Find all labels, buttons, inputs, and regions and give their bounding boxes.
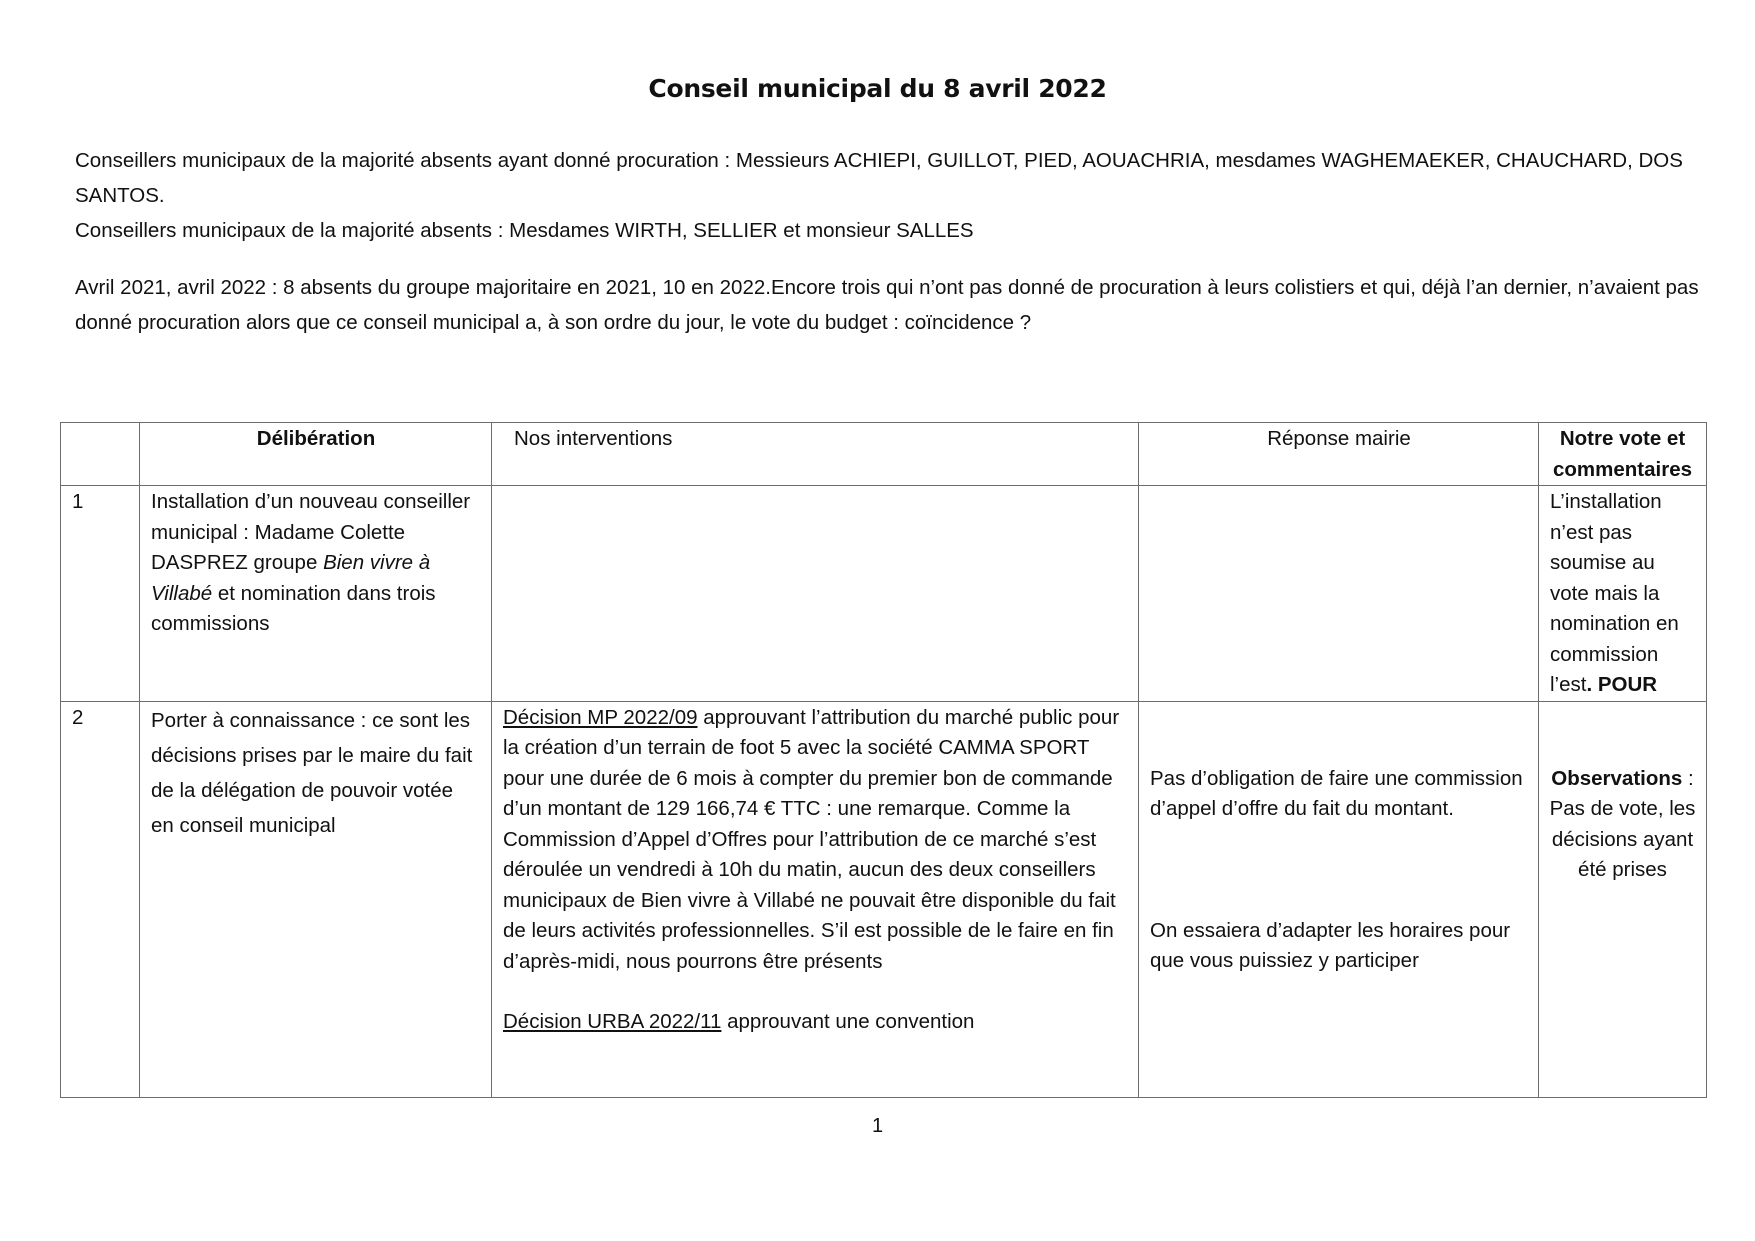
reponse-answer-2: On essaiera d’adapter les horaires pour que vous puissiez y participer [1150, 918, 1511, 972]
header-deliberation: Délibération [140, 423, 492, 486]
decision-mp-text: approuvant l’attribution du marché public pour la création d’un terrain de foot 5 avec la société CAMMA SPORT pour une durée de 6 mois à compter du premier bon de commande d’un montant de 129 166,74 € TTC : une remarque. Comme la Commission d’Appel d’Offres pour l’attribution de ce marché s’est déroulée un vendredi à 10h du matin, aucun des deux conseillers municipaux de Bien vivre à Villabé ne pouvait être disponible du fait de leurs activités professionnelles. S’il est possible de le faire en fin d’après-midi, nous pourrons être présents [503, 705, 1120, 973]
decision-urba-block [503, 1007, 1128, 1038]
decision-urba-reference: Décision URBA 2022/11 [503, 1010, 722, 1033]
absent-with-proxy-text: Conseillers municipaux de la majorité absents ayant donné procuration : Messieurs ACHIEPI, GUILLOT, PIED, AOUACHRIA, mesdames WAGHEMAEKER, CHAUCHARD, DOS SANTOS. [75, 149, 1683, 207]
table-row [61, 701, 1707, 1097]
reponse-cell [1139, 701, 1539, 1097]
absent-councillors-paragraph [75, 143, 1715, 248]
page-number: 1 [871, 1115, 884, 1137]
observations-text: : Pas de vote, les décisions ayant été prises [1549, 766, 1696, 881]
header-interventions: Nos interventions [492, 423, 1139, 486]
header-num [61, 423, 140, 486]
table-row [61, 486, 1707, 702]
row-number: 2 [61, 701, 140, 1097]
row-number: 1 [61, 486, 140, 702]
deliberations-table [60, 422, 1707, 1098]
interventions-cell [492, 486, 1139, 702]
header-vote: Notre vote et commentaires [1539, 423, 1707, 486]
page-title: Conseil municipal du 8 avril 2022 [648, 74, 1107, 103]
vote-cell [1539, 701, 1707, 1097]
deliberation-cell: Porter à connaissance : ce sont les décisions prises par le maire du fait de la délégation de pouvoir votée en conseil municipal [140, 701, 492, 1097]
reponse-answer-1: Pas d’obligation de faire une commission d’appel d’offre du fait du montant. [1150, 766, 1523, 820]
interventions-cell [492, 701, 1139, 1097]
group-name: Bien vivre à Villabé [151, 551, 431, 605]
decision-mp-block [503, 703, 1128, 978]
deliberation-cell [140, 486, 492, 702]
decision-mp-reference: Décision MP 2022/09 [503, 705, 698, 729]
observations-label: Observations [1551, 766, 1683, 790]
header-reponse: Réponse mairie [1139, 423, 1539, 486]
vote-result: . POUR [1586, 673, 1658, 696]
deliberation-text-end: et nomination dans trois commissions [151, 581, 436, 635]
commentary-paragraph: Avril 2021, avril 2022 : 8 absents du groupe majoritaire en 2021, 10 en 2022.Encore trois qui n’ont pas donné de procuration à leurs colistiers et qui, déjà l’an dernier, n’avaient pas donné procuration alors que ce conseil municipal a, à son ordre du jour, le vote du budget : coïncidence ? [75, 276, 1699, 334]
vote-text: L’installation n’est pas soumise au vote mais la nomination en commission l’est [1550, 490, 1679, 696]
reponse-cell [1139, 486, 1539, 702]
deliberation-text: Installation d’un nouveau conseiller municipal : Madame Colette DASPREZ groupe [151, 490, 471, 574]
absent-without-proxy-text: Conseillers municipaux de la majorité absents : Mesdames WIRTH, SELLIER et monsieur SALLES [75, 219, 974, 242]
table-header-row [61, 423, 1707, 486]
vote-cell [1539, 486, 1707, 702]
decision-urba-text: approuvant une convention [721, 1010, 975, 1033]
